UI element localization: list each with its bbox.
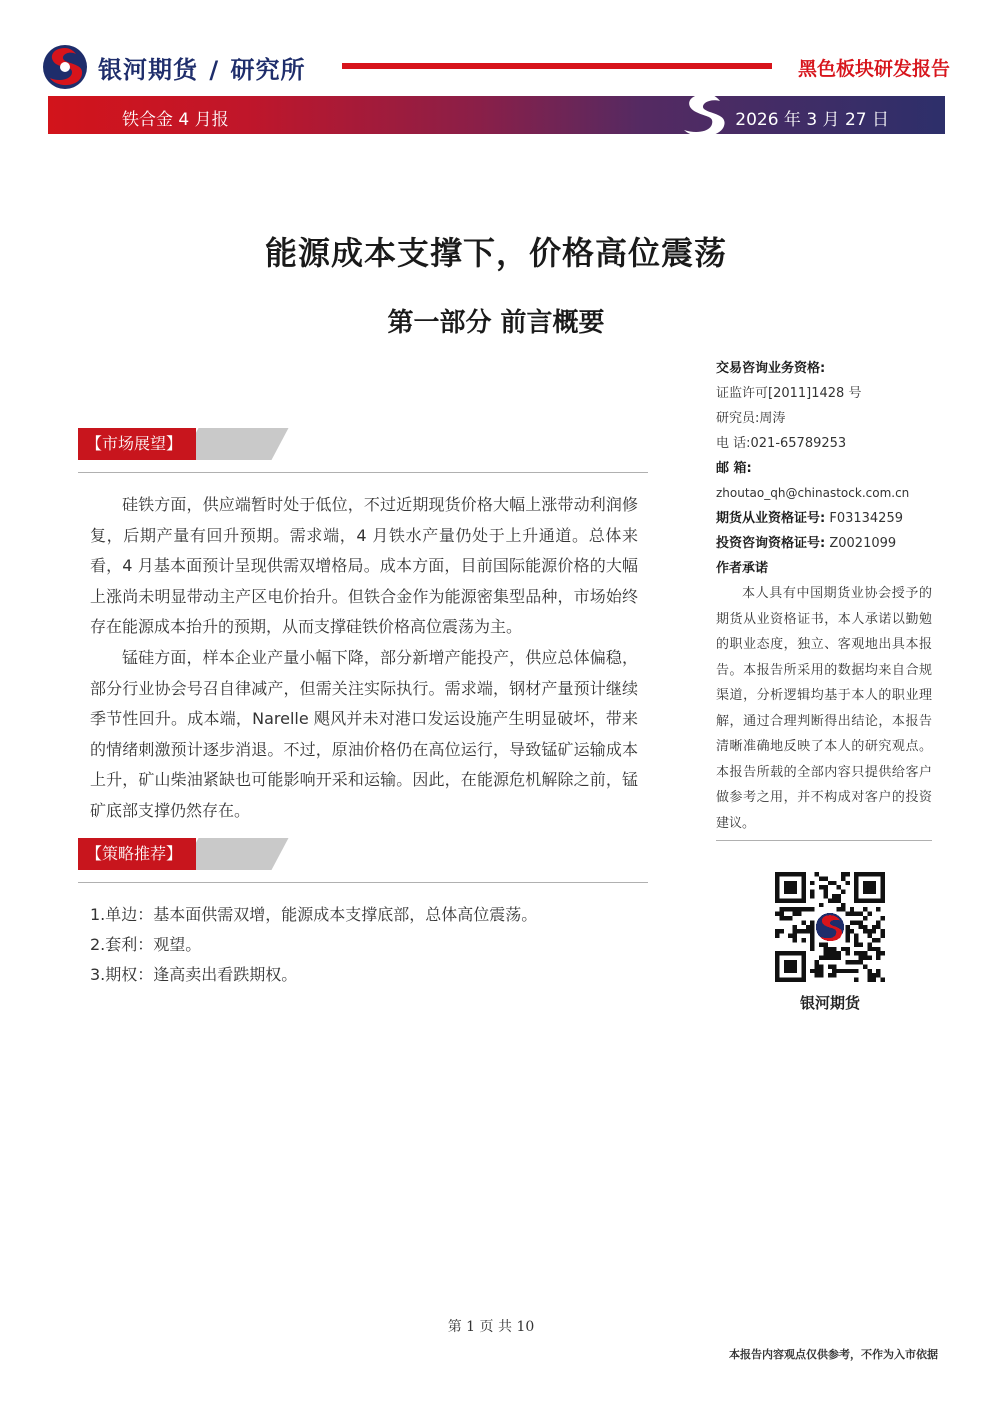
phone-number: 021-65789253 <box>750 436 847 451</box>
market-outlook-header <box>78 428 648 462</box>
galaxy-logo-icon <box>42 44 88 90</box>
strategy-list <box>90 900 640 990</box>
analyst-label: 研究员: <box>716 411 760 426</box>
footer-disclaimer: 本报告内容观点仅供参考，不作为入市依据 <box>729 1348 938 1361</box>
email-address[interactable]: zhoutao_qh@chinastock.com.cn <box>716 486 910 500</box>
commitment-text: 本人具有中国期货业协会授予的期货从业资格证书，本人承诺以勤勉的职业态度，独立、客观地出具本报告。本报告所采用的数据均来自合规渠道，分析逻辑均基于本人的职业理解，通过合理判断得出结论，本报告清晰准确地反映了本人的研究观点。本报告所载的全部内容只提供给客户做参考之用，并不构成对客户的投资建议。 <box>716 586 932 831</box>
email-label: 邮 箱: <box>716 461 752 476</box>
analyst-sidebar <box>716 356 932 836</box>
analyst-row <box>716 406 932 431</box>
section-title: 第一部分 前言概要 <box>387 308 605 338</box>
strategy-tag: 【策略推荐】 <box>78 838 196 870</box>
advisory-cert-row <box>716 531 932 556</box>
sidebar-divider <box>716 840 932 841</box>
brand-separator: / <box>209 56 220 84</box>
strategy-item-arbitrage: 2.套利：观望。 <box>90 935 202 954</box>
brand-name <box>98 50 305 85</box>
analyst-name: 周涛 <box>759 411 786 426</box>
section-divider <box>78 472 648 473</box>
brand-institute: 研究所 <box>230 56 306 84</box>
strategy-item-single: 1.单边：基本面供需双增，能源成本支撑底部，总体高位震荡。 <box>90 905 538 924</box>
phone-label: 电 话: <box>716 436 751 451</box>
futures-cert-label: 期货从业资格证号: <box>716 511 826 526</box>
qr-code-icon[interactable] <box>775 872 885 982</box>
futures-cert-number: F03134259 <box>829 511 903 526</box>
report-name: 铁合金 4 月报 <box>122 110 229 130</box>
header-band <box>48 96 945 134</box>
commitment-title: 作者承诺 <box>716 561 769 576</box>
page-number: 第 1 页 共 10 <box>447 1319 535 1335</box>
outlook-paragraph-silicomanganese: 锰硅方面，样本企业产量小幅下降，部分新增产能投产，供应总体偏稳，部分行业协会号召自律减产，但需关注实际执行。需求端，钢材产量预计继续季节性回升。成本端，Narelle 飓风并未对港口发运设施产生明显破坏，带来的情绪刺激预计逐步消退。不过，原油价格仍在高位运行，导致锰矿运输成本上升，矿山柴油紧缺也可能影响开采和运输。因此，在能源危机解除之前，锰矿底部支撑仍然存在。 <box>90 648 638 820</box>
section-divider <box>78 882 648 883</box>
report-date: 2026 年 3 月 27 日 <box>735 110 889 130</box>
page-title: 能源成本支撑下，价格高位震荡 <box>264 234 727 272</box>
tag-tail-decoration <box>181 838 288 870</box>
qualification-label: 交易咨询业务资格: <box>716 361 826 376</box>
report-category: 黑色板块研发报告 <box>797 58 950 80</box>
market-outlook-tag: 【市场展望】 <box>78 428 196 460</box>
qr-caption: 银河期货 <box>799 994 860 1012</box>
strategy-item-options: 3.期权：逢高卖出看跌期权。 <box>90 965 298 984</box>
outlook-paragraph-ferrosilicon: 硅铁方面，供应端暂时处于低位，不过近期现货价格大幅上涨带动利润修复，后期产量有回升预期。需求端，4 月铁水产量仍处于上升通道。总体来看，4 月基本面预计呈现供需双增格局。成本方面，目前国际能源价格的大幅上涨尚未明显带动主产区电价抬升。但铁合金作为能源密集型品种，市场始终存在能源成本抬升的预期，从而支撑硅铁价格高位震荡为主。 <box>90 495 638 636</box>
futures-cert-row <box>716 506 932 531</box>
license-number: 证监许可[2011]1428 号 <box>716 386 862 401</box>
brand-company: 银河期货 <box>98 56 198 84</box>
strategy-header <box>78 838 648 872</box>
band-swoosh-icon <box>668 96 738 134</box>
advisory-cert-number: Z0021099 <box>829 536 897 551</box>
header-red-rule <box>342 63 772 69</box>
phone-row <box>716 431 932 456</box>
email-label-row <box>716 456 932 481</box>
tag-tail-decoration <box>181 428 288 460</box>
advisory-cert-label: 投资咨询资格证号: <box>716 536 826 551</box>
